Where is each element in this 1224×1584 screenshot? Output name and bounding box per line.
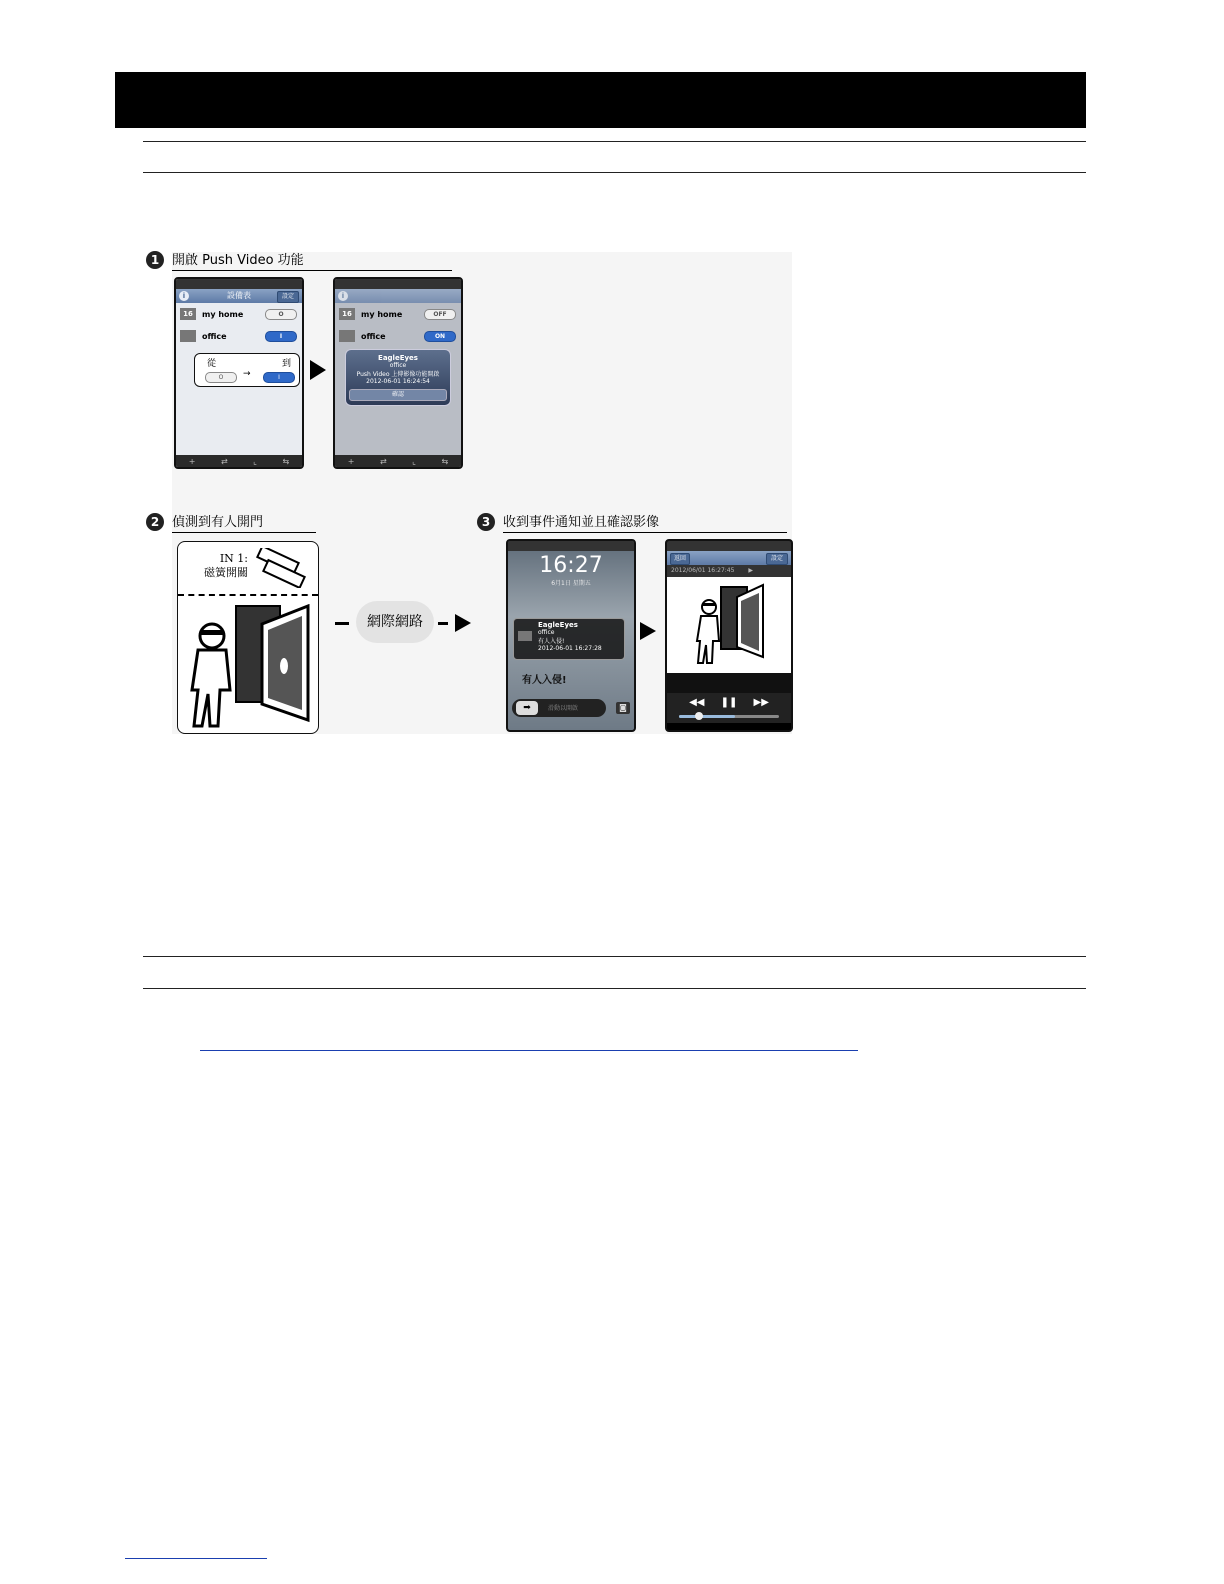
spacer [667,673,791,693]
callout-to-label: 到 [281,359,291,369]
nav-bar [176,289,302,303]
push-toggle-off: OFF [424,309,456,320]
step-2-number: 2 [146,513,164,531]
info-icon[interactable]: i [179,291,189,301]
divider-top [143,141,1086,142]
lock-date: 6月1日 星期五 [551,580,591,587]
next-arrow-icon [310,360,326,380]
player-settings-button[interactable]: 設定 [766,553,788,565]
video-frame [667,577,791,673]
footer-link-underline[interactable] [125,1558,267,1559]
camera-icon[interactable]: ◙ [616,702,630,714]
progress-area [667,711,791,723]
dialog-message: Push Video 上傳影像功能開啟 [356,371,440,378]
step-1-number: 1 [146,251,164,269]
device-name: office [202,331,227,341]
status-bar [176,279,302,289]
nav-title: 設備表 [227,291,251,300]
lock-time: 16:27 [539,553,603,578]
device-row-my-home[interactable] [176,303,302,325]
link-underline[interactable] [200,1050,858,1051]
push-toggle-on[interactable]: I [265,331,297,342]
nav-bar [335,289,461,303]
header-bar [115,72,1086,128]
video-player [665,539,793,732]
status-bar [667,541,791,551]
settings-button[interactable]: 設定 [277,291,299,303]
slide-text: 滑動以開啟 [548,705,579,712]
door-sensor-illustration [177,541,319,734]
phone-push-dialog [333,277,463,469]
dvr-icon: 16 [180,308,196,320]
chart-icon: ⌞ [412,456,416,466]
dialog-ok-button[interactable]: 確認 [349,389,447,401]
callout-toggle-off: O [205,372,237,383]
device-name: office [361,331,386,341]
progress-thumb[interactable] [695,712,703,720]
back-button[interactable]: 返回 [670,553,690,565]
player-nav-bar [667,551,791,565]
dash-1 [335,622,349,625]
step-3-title: 收到事件通知並且確認影像 [503,511,787,533]
intruder-door-icon [695,583,765,667]
camera-icon [339,330,355,342]
add-icon[interactable]: + [188,456,196,466]
sort-icon[interactable]: ⇄ [221,456,228,466]
toggle-callout [194,353,300,387]
arrow-right-icon[interactable]: ➡ [516,701,538,715]
divider-top-2 [143,172,1086,173]
camera-icon [180,330,196,342]
playback-controls [667,693,791,711]
status-bar [508,541,634,551]
callout-toggle-on: I [263,372,295,383]
step-2-heading [146,511,316,533]
swap-icon: ⇆ [441,456,449,466]
device-row-office[interactable] [176,325,302,347]
toolbar [176,455,302,467]
dialog-time: 2012-06-01 16:24:54 [366,378,430,385]
swap-icon[interactable]: ⇆ [282,456,290,466]
arrow-icon: → [243,369,251,379]
play-icon[interactable]: ▶ [748,567,753,574]
notification-time: 2012-06-01 16:27:28 [538,645,602,652]
step-3-number: 3 [477,513,495,531]
slide-to-unlock[interactable] [512,699,606,717]
step-1-heading [146,249,452,271]
playback-timestamp-bar [667,565,791,577]
sort-icon: ⇄ [380,456,387,466]
device-row-office [335,325,461,347]
push-toggle-off[interactable]: O [265,309,297,320]
dvr-icon: 16 [339,308,355,320]
chart-icon[interactable]: ⌞ [253,456,257,466]
notification-device: office [538,629,555,636]
dashed-divider [178,594,318,596]
push-notification[interactable] [513,618,625,660]
app-icon [518,631,532,641]
divider-bottom [143,956,1086,957]
step-1-title: 開啟 Push Video 功能 [172,249,452,271]
device-row-my-home [335,303,461,325]
toolbar [335,455,461,467]
pause-icon[interactable]: ❚❚ [720,696,738,708]
status-bar [335,279,461,289]
device-name: my home [361,309,403,319]
dialog-device: office [389,362,407,369]
step-2-title: 偵測到有人開門 [172,511,316,533]
next-arrow-icon [640,622,656,640]
alert-dialog [345,349,451,406]
info-icon: i [338,291,348,301]
notification-message: 有人入侵! [538,638,565,645]
magnetic-switch-icon [254,548,310,588]
intrusion-caption: 有人入侵! [522,675,567,686]
device-name: my home [202,309,244,319]
arrow-right-icon [455,614,471,632]
internet-cloud: 網際網路 [356,601,434,643]
dialog-title: EagleEyes [378,354,418,362]
push-toggle-on: ON [424,331,456,342]
notification-title: EagleEyes [538,621,578,629]
step-3-heading [477,511,787,533]
divider-bottom-2 [143,988,1086,989]
progress-fill [679,715,735,718]
sensor-label [188,552,248,580]
sensor-input: IN 1: [219,552,248,565]
dash-2 [438,622,448,625]
sensor-type: 磁簧開關 [204,566,248,579]
playback-timestamp: 2012/06/01 16:27:45 [671,567,735,574]
rewind-icon[interactable]: ◀◀ [689,696,705,708]
add-icon: + [347,456,355,466]
lock-screen [506,539,636,732]
fast-forward-icon[interactable]: ▶▶ [753,696,769,708]
callout-from-label: 從 [207,359,217,369]
intruder-door-icon [184,604,312,730]
